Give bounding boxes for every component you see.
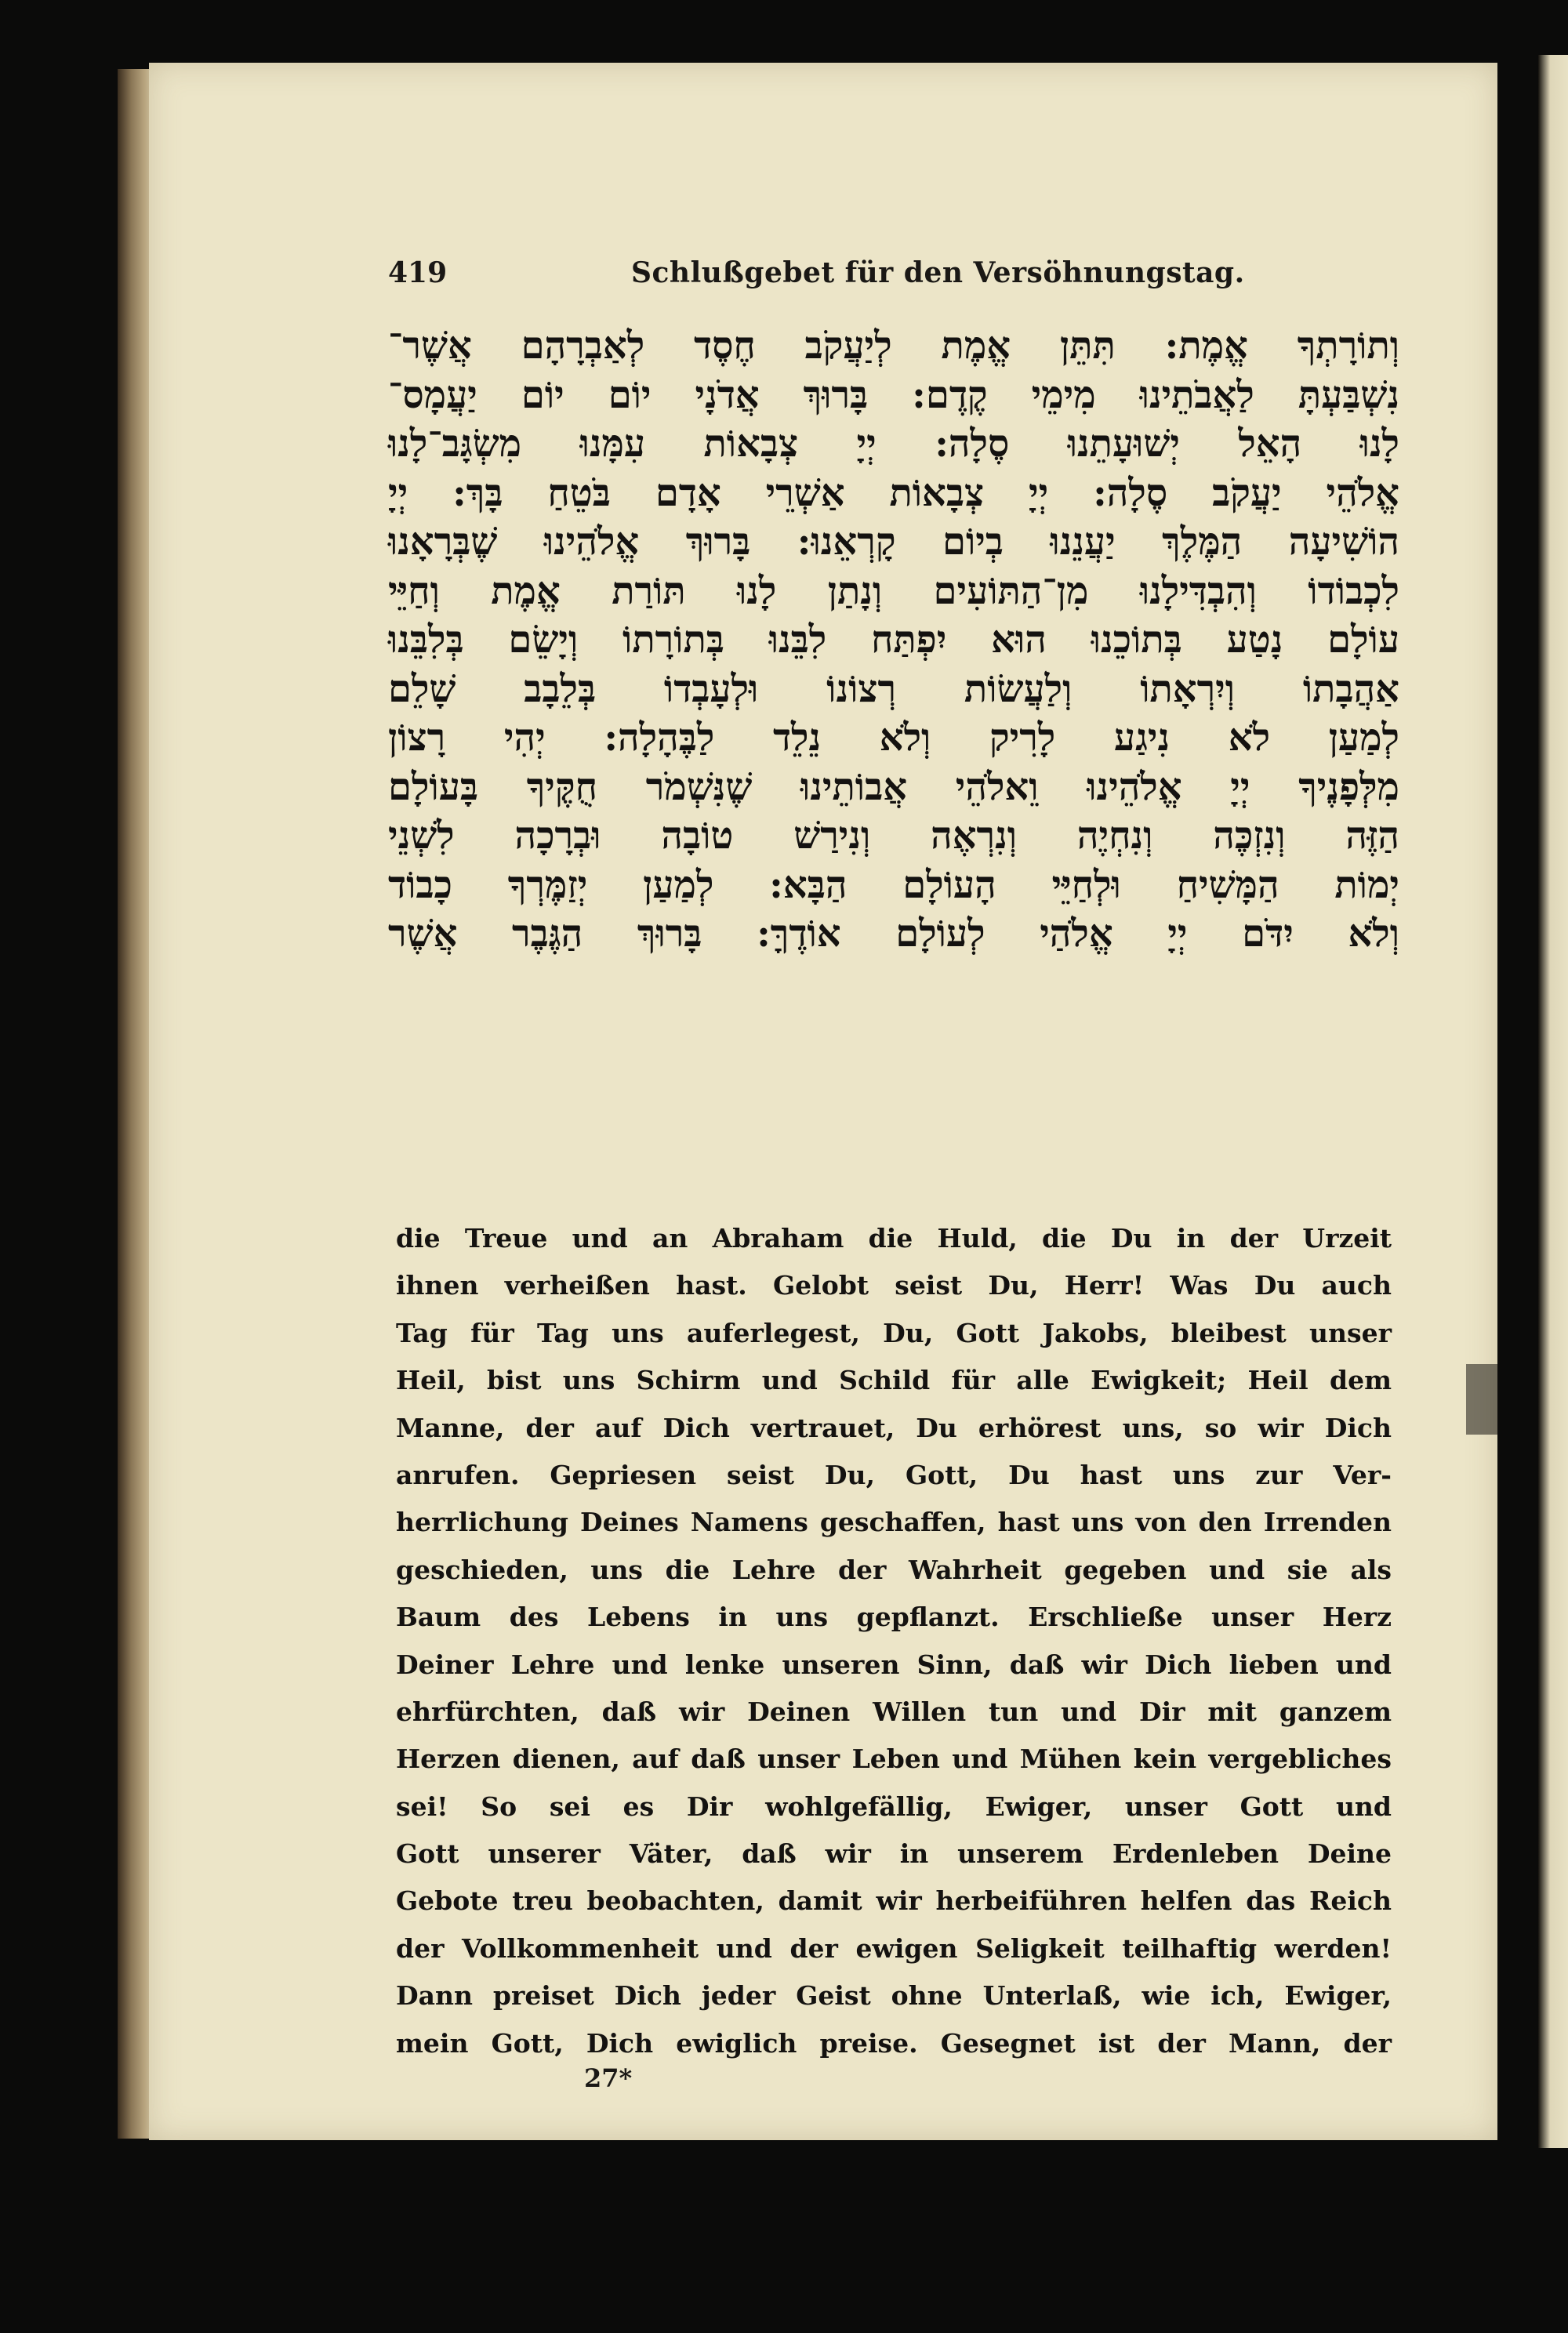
hebrew-text-block <box>388 321 1399 959</box>
german-line: Deiner Lehre und lenke unseren Sinn, daß wir Dich lieben und <box>396 1649 1392 1680</box>
german-line: Gebote treu beobachten, damit wir herbeiführen helfen das Reich <box>396 1885 1392 1917</box>
hebrew-line: לִכְבוֹדוֹ וְהִבְדִּילָנוּ מִן־הַתּוֹעִים וְנָתַן לָנוּ תּוֹרַת אֱמֶת וְחַיֵּי <box>388 568 1399 613</box>
german-line: der Vollkommenheit und der ewigen Seligkeit teilhaftig werden! <box>396 1932 1392 1964</box>
german-line: ihnen verheißen hast. Gelobt seist Du, Herr! Was Du auch <box>396 1270 1392 1301</box>
german-line: geschieden, uns die Lehre der Wahrheit gegeben und sie als <box>396 1554 1392 1585</box>
running-title: Schlußgebet für den Versöhnungstag. <box>631 256 1245 289</box>
german-line: herrlichung Deines Namens geschaffen, hast uns von den Irrenden <box>396 1507 1392 1538</box>
hebrew-line: לְמַעַן לֹא נִיגַע לָרִיק וְלֹא נֵלֵד לַבֶּהָלָה: יְהִי רָצוֹן <box>388 716 1399 760</box>
german-line: die Treue und an Abraham die Huld, die Du in der Urzeit <box>396 1223 1392 1254</box>
hebrew-line: אֱלֹהֵי יַעֲקֹב סֶלָה: יְיָ צְבָאוֹת אַשְׁרֵי אָדָם בֹּטֵחַ בָּךְ: יְיָ <box>388 470 1399 515</box>
page-header <box>388 256 1399 303</box>
german-line: Manne, der auf Dich vertrauet, Du erhörest uns, so wir Dich <box>396 1412 1392 1443</box>
signature-mark: 27* <box>584 2063 633 2093</box>
german-line: Herzen dienen, auf daß unser Leben und Mühen kein vergebliches <box>396 1743 1392 1775</box>
german-line: Heil, bist uns Schirm und Schild für alle Ewigkeit; Heil dem <box>396 1365 1392 1396</box>
next-page-edge <box>1538 55 1568 2148</box>
german-line: mein Gott, Dich ewiglich preise. Gesegnet ist der Mann, der <box>396 2027 1392 2059</box>
german-line: Gott unserer Väter, daß wir in unserem Erdenleben Deine <box>396 1838 1392 1870</box>
german-line: Dann preiset Dich jeder Geist ohne Unterlaß, wie ich, Ewiger, <box>396 1980 1392 2012</box>
hebrew-line: יְמוֹת הַמָּשִׁיחַ וּלְחַיֵּי הָעוֹלָם הַבָּא: לְמַעַן יְזַמֶּרְךָ כָבוֹד <box>388 862 1399 907</box>
hebrew-line: אַהֲבָתוֹ וְיִרְאָתוֹ וְלַעֲשׂוֹת רְצוֹנוֹ וּלְעָבְדוֹ בְּלֵבָב שָׁלֵם <box>388 666 1399 711</box>
hebrew-line: נִשְׁבַּעְתָּ לַאֲבֹתֵינוּ מִימֵי קֶדֶם: בָּרוּךְ אֲדֹנָי יוֹם יוֹם יַעֲמָס־ <box>388 372 1399 417</box>
hebrew-line: עוֹלָם נָטַע בְּתוֹכֵנוּ הוּא יִפְתַּח לִבֵּנוּ בְּתוֹרָתוֹ וְיָשֵׂם בְּלִבֵּנוּ <box>388 618 1399 662</box>
hebrew-line: הַזֶּה וְנִזְכֶּה וְנִחְיֶה וְנִרְאֶה וְנִירַשׁ טוֹבָה וּבְרָכָה לִשְׁנֵי <box>388 814 1399 858</box>
german-line: ehrfürchten, daß wir Deinen Willen tun und Dir mit ganzem <box>396 1696 1392 1727</box>
german-line: sei! So sei es Dir wohlgefällig, Ewiger, unser Gott und <box>396 1791 1392 1822</box>
hebrew-line: מִלְּפָנֶיךָ יְיָ אֱלֹהֵינוּ וֵאלֹהֵי אֲבוֹתֵינוּ שֶׁנִּשְׁמֹר חֻקֶּיךָ בָּעוֹלָם <box>388 764 1399 809</box>
german-line: Tag für Tag uns auferlegest, Du, Gott Jakobs, bleibest unser <box>396 1317 1392 1348</box>
german-line: anrufen. Gepriesen seist Du, Gott, Du hast uns zur Ver- <box>396 1459 1392 1490</box>
german-line: Baum des Lebens in uns gepflanzt. Erschließe unser Herz <box>396 1602 1392 1633</box>
hebrew-line: וְתוֹרָתְךָ אֱמֶת: תִּתֵּן אֱמֶת לְיַעֲקֹב חֶסֶד לְאַבְרָהָם אֲשֶׁר־ <box>388 324 1399 368</box>
german-text-block <box>396 1215 1392 2067</box>
hebrew-line: לָנוּ הָאֵל יְשׁוּעָתֵנוּ סֶלָה: יְיָ צְבָאוֹת עִמָּנוּ מִשְׂגָּב־לָנוּ <box>388 422 1399 466</box>
page-tab-mark <box>1466 1364 1497 1435</box>
hebrew-line: וְלֹא יִדֹּם יְיָ אֱלֹהַי לְעוֹלָם אוֹדֶךָּ: בָּרוּךְ הַגֶּבֶר אֲשֶׁר <box>388 912 1399 956</box>
page-number: 419 <box>388 256 448 289</box>
hebrew-line: הוֹשִׁיעָה הַמֶּלֶךְ יַעֲנֵנוּ בְיוֹם קָרְאֵנוּ: בָּרוּךְ אֱלֹהֵינוּ שֶׁבְּרָאָנוּ <box>388 520 1399 564</box>
